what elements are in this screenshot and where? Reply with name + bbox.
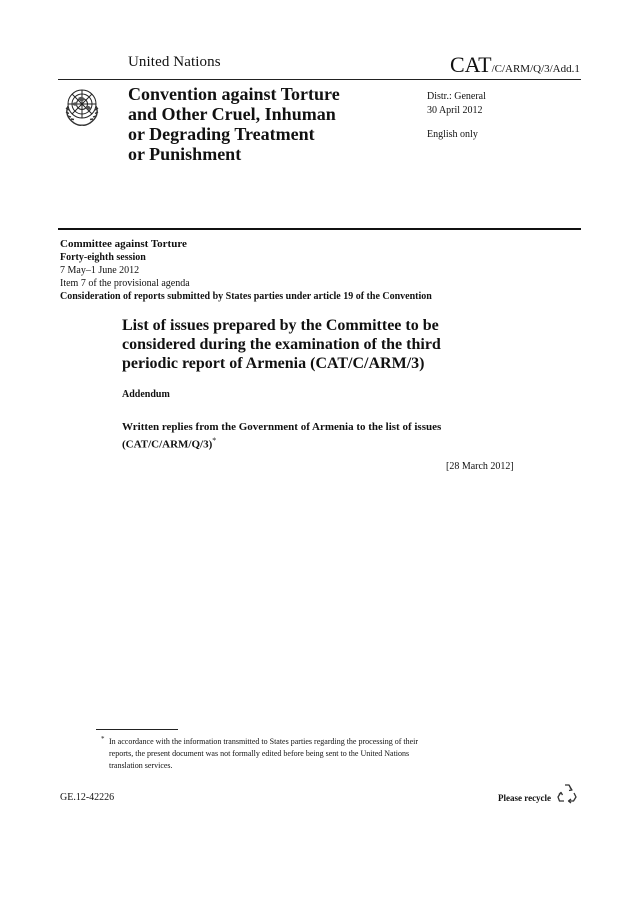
replies-heading-line: (CAT/C/ARM/Q/3) — [122, 438, 213, 451]
replies-heading — [122, 420, 522, 452]
addendum-label: Addendum — [122, 389, 170, 400]
footnote-line: In accordance with the information transmitted to States parties regarding the processing of their — [109, 737, 419, 746]
convention-title — [128, 84, 388, 164]
masthead-rule — [58, 228, 581, 230]
committee-session: Forty-eighth session — [60, 252, 146, 263]
distribution-type: Distr.: General — [427, 91, 486, 102]
agenda-consideration: Consideration of reports submitted by States parties under article 19 of the Convention — [60, 291, 432, 302]
un-emblem-icon — [60, 84, 104, 128]
document-symbol — [450, 52, 580, 78]
document-title — [122, 316, 542, 373]
document-title-line: considered during the examination of the third — [122, 336, 441, 353]
committee-block — [60, 237, 432, 303]
symbol-rest: /C/ARM/Q/3/Add.1 — [491, 63, 580, 75]
recycle-icon — [556, 782, 578, 804]
distribution-language: English only — [427, 129, 478, 140]
footnote-mark: * — [101, 735, 105, 743]
job-number: GE.12-42226 — [60, 792, 115, 803]
footnote-reference: * — [212, 436, 217, 445]
agenda-item: Item 7 of the provisional agenda — [60, 278, 190, 289]
convention-title-line: Convention against Torture — [128, 84, 340, 104]
document-title-line: List of issues prepared by the Committee to be — [122, 317, 439, 334]
footnote-line: reports, the present document was not formally edited before being sent to the United Nations — [109, 749, 410, 758]
header-rule — [58, 79, 581, 80]
committee-dates: 7 May–1 June 2012 — [60, 265, 140, 276]
document-title-line: periodic report of Armenia (CAT/C/ARM/3) — [122, 355, 425, 372]
committee-name: Committee against Torture — [60, 238, 187, 250]
distribution-date: 30 April 2012 — [427, 105, 483, 116]
convention-title-line: or Punishment — [128, 144, 242, 164]
footnote — [101, 735, 509, 772]
distribution-block — [427, 90, 486, 142]
footnote-rule — [96, 729, 178, 730]
footnote-line: translation services. — [109, 761, 173, 770]
replies-heading-line: Written replies from the Government of Armenia to the list of issues — [122, 421, 442, 433]
replies-date: [28 March 2012] — [446, 461, 514, 472]
convention-title-line: and Other Cruel, Inhuman — [128, 104, 336, 124]
convention-title-line: or Degrading Treatment — [128, 124, 315, 144]
organization-name: United Nations — [128, 54, 221, 70]
recycle-label: Please recycle — [498, 793, 552, 803]
symbol-main: CAT — [450, 52, 492, 77]
